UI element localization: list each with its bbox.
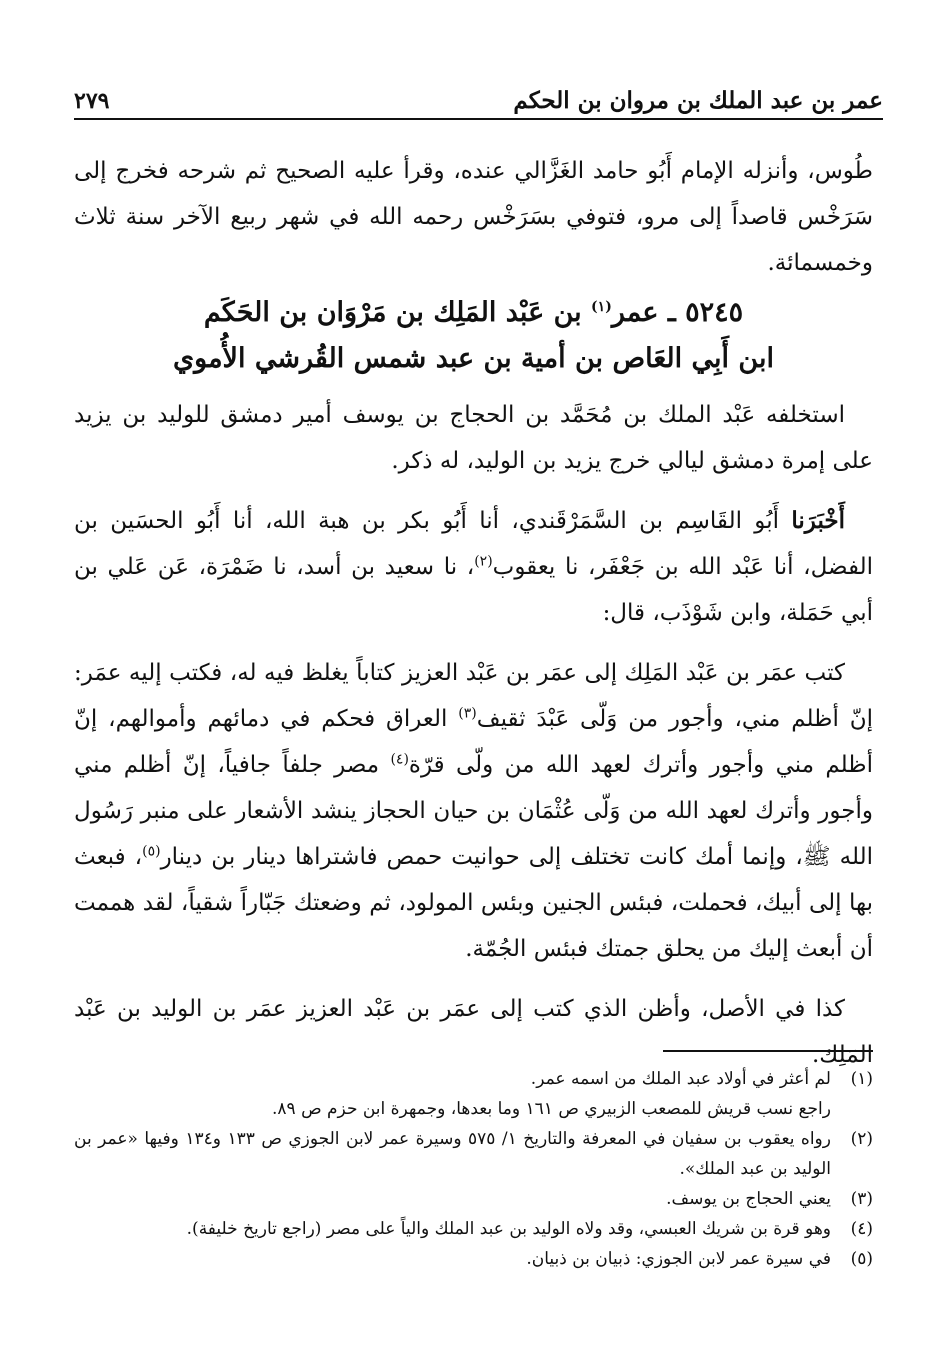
footnote-line: راجع نسب قريش للمصعب الزبيري ص ١٦١ وما بعدها، وجمهرة ابن حزم ص ٨٩. bbox=[272, 1099, 831, 1119]
footnote-ref-5: (٥) bbox=[142, 843, 161, 860]
letter-text-a: كتب عمَر بن عَبْد المَلِك إلى عمَر بن عَبْد العزيز كتاباً يغلظ فيه له، فكتب إليه عمَر: إنّ أظلم مني، وأجور من وَلّى عَبْدَ ثقيف bbox=[74, 660, 873, 732]
footnote-number: (٢) bbox=[850, 1129, 873, 1149]
footnote-line: رواه يعقوب بن سفيان في المعرفة والتاريخ ١/ ٥٧٥ وسيرة عمر لابن الجوزي ص ١٣٣ و١٣٤ وفيها «عمر بن الوليد بن عبد الملك». bbox=[74, 1129, 831, 1179]
footnote-text bbox=[74, 1124, 831, 1184]
footnote-number: (٤) bbox=[850, 1219, 873, 1239]
letter-text-c: مصر جلفاً جافياً، إنّ أظلم مني وأجور وأترك لعهد الله من وَلّى عُثْمَان بن حيان الحجاز ينشد الأشعار على منبر رَسُول الله ﷺ، وإنما أمك كانت تختلف إلى حوانيت حمص فاشتراها دينار بن دينار bbox=[74, 752, 873, 870]
footnote-1 bbox=[74, 1064, 873, 1124]
entry-heading-lineage: بن عَبْد المَلِك بن مَرْوَان بن الحَكَم bbox=[203, 297, 592, 328]
footnote-line: يعني الحجاج بن يوسف. bbox=[666, 1189, 831, 1209]
running-title: عمر بن عبد الملك بن مروان بن الحكم bbox=[513, 87, 883, 114]
isnad-text-a: أَبُو القَاسِم بن السَّمَرْقَندي، أنا أَبُو بكر بن هبة الله، أنا أَبُو الحسَين بن الفضل، أنا عَبْد الله بن جَعْفَر، نا يعقوب bbox=[74, 508, 873, 580]
isnad-text-b: ، نا سعيد بن أسد، نا ضَمْرَة، عَن عَلي بن أبي حَمَلة، وابن شَوْذَب، قال: bbox=[74, 554, 873, 626]
entry-heading-number-name: ٥٢٤٥ ـ عمر bbox=[611, 297, 744, 328]
footnote-3 bbox=[74, 1184, 873, 1214]
footnote-4 bbox=[74, 1214, 873, 1244]
paragraph-3 bbox=[74, 498, 873, 636]
footnote-number: (٣) bbox=[850, 1189, 873, 1209]
footnote-text bbox=[74, 1214, 831, 1244]
footnote-text bbox=[74, 1184, 831, 1214]
footnote-5 bbox=[74, 1244, 873, 1274]
footnote-text bbox=[74, 1244, 831, 1274]
footnote-number: (٥) bbox=[850, 1249, 873, 1269]
footnote-ref-2: (٢) bbox=[474, 553, 493, 570]
footnote-line: لم أعثر في أولاد عبد الملك من اسمه عمر. bbox=[530, 1069, 831, 1089]
footnote-line: وهو قرة بن شريك العبسي، وقد ولاه الوليد بن عبد الملك والياً على مصر (راجع تاريخ خليفة). bbox=[186, 1219, 831, 1239]
footnote-number: (١) bbox=[850, 1069, 873, 1089]
intro-paragraph: طُوس، وأنزله الإمام أَبُو حامد الغَزَّالي عنده، وقرأ عليه الصحيح ثم شرحه فخرج إلى سَرَخْس قاصداً إلى مرو، فتوفي بسَرَخْس رحمه الله في شهر ربيع الآخر سنة ثلاث وخمسمائة. bbox=[74, 158, 873, 276]
paragraph-5: كذا في الأصل، وأظن الذي كتب إلى عمَر بن عَبْد العزيز عمَر بن الوليد بن عَبْد المَلِك. bbox=[74, 996, 873, 1068]
footnote-ref-3: (٣) bbox=[458, 705, 477, 722]
entry-heading-line-1 bbox=[74, 290, 873, 336]
footnote-divider bbox=[663, 1050, 873, 1052]
paragraph-2: استخلفه عَبْد الملك بن مُحَمَّد بن الحجاج بن يوسف أمير دمشق للوليد بن يزيد على إمرة دمشق ليالي خرج يزيد بن الوليد، له ذكر. bbox=[74, 402, 873, 474]
footnote-ref-4: (٤) bbox=[390, 751, 409, 768]
footnote-ref-1: (١) bbox=[591, 299, 612, 315]
footnote-line: في سيرة عمر لابن الجوزي: ذبيان بن ذبيان. bbox=[526, 1249, 831, 1269]
page-number: ٢٧٩ bbox=[74, 88, 110, 114]
entry-heading bbox=[74, 290, 873, 382]
main-text bbox=[74, 148, 873, 1092]
footnote-2 bbox=[74, 1124, 873, 1184]
letter-text-d: ، فبعث بها إلى أبيك، فحملت، فبئس الجنين وبئس المولود، ثم وضعتك جَبّاراً شقياً، لقد هممت أن أبعث إليك من يحلق جمتك فبئس الجُمّة. bbox=[74, 844, 873, 962]
entry-heading-line-2: ابن أَبِي العَاص بن أمية بن عبد شمس القُرشي الأُموي bbox=[173, 343, 774, 374]
footnote-text bbox=[74, 1064, 831, 1124]
letter-text-b: العراق فحكم في دمائهم وأموالهم، إنّ أظلم مني وأجور وأترك لعهد الله من ولّى قرّة bbox=[74, 706, 873, 778]
running-header bbox=[74, 70, 883, 120]
isnad-opening: أَخْبَرَنا bbox=[791, 507, 845, 534]
paragraph-4 bbox=[74, 650, 873, 972]
footnotes bbox=[74, 1064, 873, 1274]
